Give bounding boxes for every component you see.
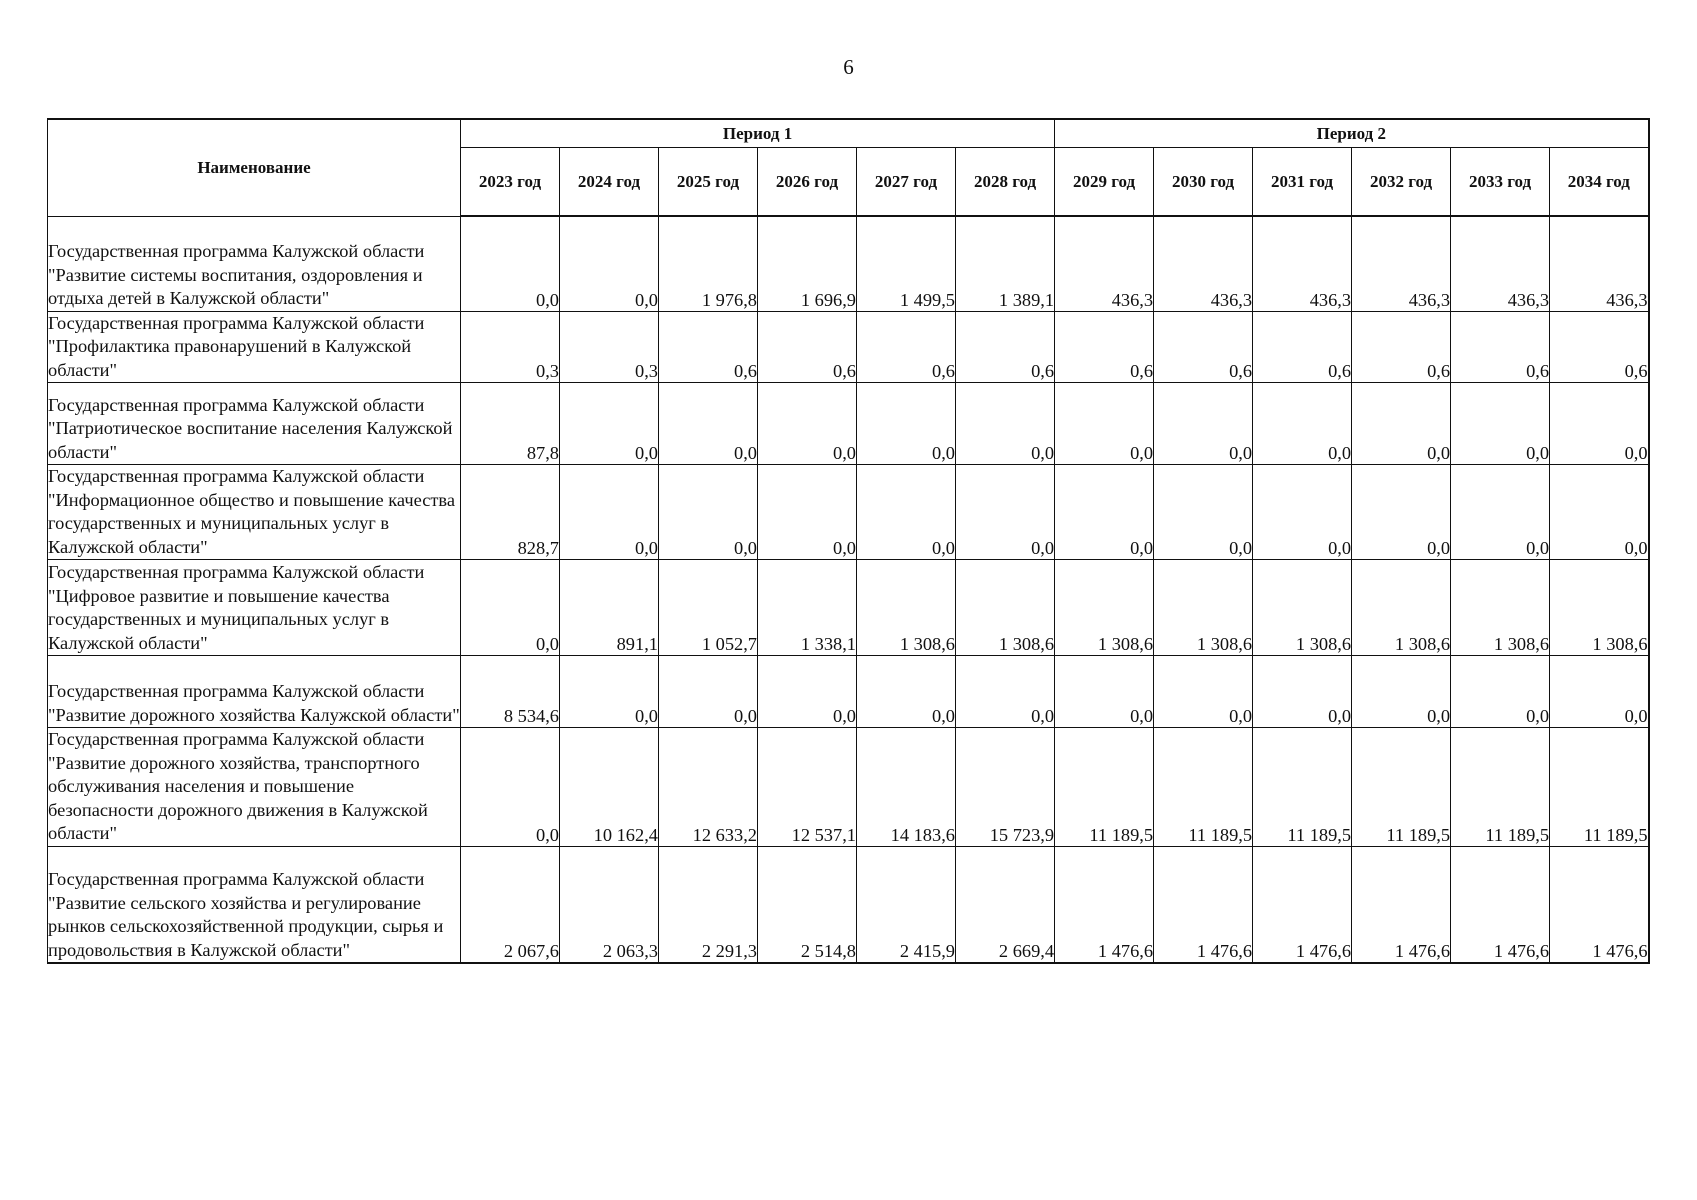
value-cell: 0,0	[560, 656, 659, 728]
value-cell: 0,0	[461, 728, 560, 847]
value-cell: 0,0	[1550, 465, 1649, 560]
value-cell: 0,0	[1352, 465, 1451, 560]
program-name-cell: Государственная программа Калужской области "Развитие дорожного хозяйства Калужской области"	[48, 656, 461, 728]
program-name-cell: Государственная программа Калужской области "Патриотическое воспитание населения Калужской области"	[48, 383, 461, 465]
value-cell: 0,0	[1550, 383, 1649, 465]
value-cell: 0,0	[1154, 465, 1253, 560]
value-cell: 12 537,1	[758, 728, 857, 847]
value-cell: 1 476,6	[1451, 846, 1550, 963]
value-cell: 0,0	[659, 383, 758, 465]
value-cell: 1 308,6	[857, 560, 956, 656]
value-cell: 11 189,5	[1352, 728, 1451, 847]
value-cell: 0,0	[758, 656, 857, 728]
table-row	[48, 465, 1649, 560]
value-cell: 1 476,6	[1253, 846, 1352, 963]
value-cell: 0,0	[659, 465, 758, 560]
value-cell: 1 308,6	[956, 560, 1055, 656]
value-cell: 0,0	[1055, 656, 1154, 728]
value-cell: 436,3	[1253, 216, 1352, 311]
year-header: 2026 год	[758, 148, 857, 217]
table-row	[48, 846, 1649, 963]
value-cell: 0,0	[1253, 465, 1352, 560]
value-cell: 0,0	[1550, 656, 1649, 728]
value-cell: 0,6	[956, 311, 1055, 383]
value-cell: 0,0	[1253, 383, 1352, 465]
page-number: 6	[843, 55, 854, 79]
value-cell: 14 183,6	[857, 728, 956, 847]
budget-table	[47, 118, 1650, 964]
value-cell: 0,6	[1253, 311, 1352, 383]
value-cell: 2 063,3	[560, 846, 659, 963]
value-cell: 0,0	[857, 656, 956, 728]
value-cell: 11 189,5	[1253, 728, 1352, 847]
program-name-cell: Государственная программа Калужской области "Профилактика правонарушений в Калужской области"	[48, 311, 461, 383]
value-cell: 891,1	[560, 560, 659, 656]
value-cell: 436,3	[1451, 216, 1550, 311]
value-cell: 436,3	[1352, 216, 1451, 311]
value-cell: 1 476,6	[1352, 846, 1451, 963]
value-cell: 1 389,1	[956, 216, 1055, 311]
value-cell: 828,7	[461, 465, 560, 560]
value-cell: 0,6	[857, 311, 956, 383]
table-row	[48, 216, 1649, 311]
value-cell: 12 633,2	[659, 728, 758, 847]
value-cell: 0,0	[560, 216, 659, 311]
value-cell: 1 976,8	[659, 216, 758, 311]
value-cell: 15 723,9	[956, 728, 1055, 847]
value-cell: 87,8	[461, 383, 560, 465]
year-header: 2034 год	[1550, 148, 1649, 217]
value-cell: 1 696,9	[758, 216, 857, 311]
value-cell: 0,0	[758, 465, 857, 560]
value-cell: 0,6	[1055, 311, 1154, 383]
value-cell: 0,0	[1451, 656, 1550, 728]
value-cell: 0,0	[461, 560, 560, 656]
value-cell: 0,0	[1154, 656, 1253, 728]
year-header: 2023 год	[461, 148, 560, 217]
value-cell: 0,6	[1154, 311, 1253, 383]
value-cell: 0,0	[1451, 383, 1550, 465]
value-cell: 1 308,6	[1154, 560, 1253, 656]
value-cell: 2 514,8	[758, 846, 857, 963]
table-row	[48, 728, 1649, 847]
program-name-cell: Государственная программа Калужской области "Развитие сельского хозяйства и регулирование рынков сельскохозяйственной продукции, сырья и продовольствия в Калужской области"	[48, 846, 461, 963]
value-cell: 2 415,9	[857, 846, 956, 963]
value-cell: 1 308,6	[1055, 560, 1154, 656]
period-2-header: Период 2	[1055, 119, 1649, 148]
value-cell: 0,0	[1352, 383, 1451, 465]
value-cell: 11 189,5	[1451, 728, 1550, 847]
value-cell: 1 476,6	[1154, 846, 1253, 963]
table-row	[48, 560, 1649, 656]
value-cell: 0,6	[659, 311, 758, 383]
value-cell: 0,0	[1352, 656, 1451, 728]
year-header: 2032 год	[1352, 148, 1451, 217]
value-cell: 0,0	[1154, 383, 1253, 465]
value-cell: 0,0	[461, 216, 560, 311]
value-cell: 0,6	[758, 311, 857, 383]
value-cell: 0,0	[956, 656, 1055, 728]
value-cell: 0,6	[1550, 311, 1649, 383]
period-header-row	[48, 119, 1649, 148]
value-cell: 0,3	[461, 311, 560, 383]
value-cell: 436,3	[1154, 216, 1253, 311]
period-1-header: Период 1	[461, 119, 1055, 148]
year-header: 2025 год	[659, 148, 758, 217]
table-row	[48, 383, 1649, 465]
value-cell: 1 499,5	[857, 216, 956, 311]
value-cell: 11 189,5	[1550, 728, 1649, 847]
value-cell: 1 308,6	[1352, 560, 1451, 656]
table-row	[48, 656, 1649, 728]
value-cell: 0,0	[857, 465, 956, 560]
value-cell: 1 308,6	[1550, 560, 1649, 656]
program-name-cell: Государственная программа Калужской области "Информационное общество и повышение качества государственных и муниципальных услуг в Калужской области"	[48, 465, 461, 560]
year-header: 2029 год	[1055, 148, 1154, 217]
value-cell: 0,0	[560, 465, 659, 560]
value-cell: 0,0	[1055, 465, 1154, 560]
value-cell: 0,6	[1352, 311, 1451, 383]
value-cell: 0,0	[758, 383, 857, 465]
value-cell: 0,0	[560, 383, 659, 465]
year-header: 2030 год	[1154, 148, 1253, 217]
value-cell: 0,0	[1253, 656, 1352, 728]
table-row	[48, 311, 1649, 383]
value-cell: 0,6	[1451, 311, 1550, 383]
value-cell: 10 162,4	[560, 728, 659, 847]
value-cell: 1 338,1	[758, 560, 857, 656]
value-cell: 2 669,4	[956, 846, 1055, 963]
value-cell: 1 308,6	[1253, 560, 1352, 656]
value-cell: 1 476,6	[1550, 846, 1649, 963]
year-header: 2033 год	[1451, 148, 1550, 217]
value-cell: 11 189,5	[1055, 728, 1154, 847]
value-cell: 8 534,6	[461, 656, 560, 728]
program-name-cell: Государственная программа Калужской области "Развитие дорожного хозяйства, транспортного обслуживания населения и повышение безопасности дорожного движения в Калужской области"	[48, 728, 461, 847]
year-header: 2031 год	[1253, 148, 1352, 217]
year-header: 2027 год	[857, 148, 956, 217]
value-cell: 2 067,6	[461, 846, 560, 963]
value-cell: 0,3	[560, 311, 659, 383]
table-body	[48, 216, 1649, 963]
value-cell: 0,0	[659, 656, 758, 728]
year-header: 2028 год	[956, 148, 1055, 217]
program-name-cell: Государственная программа Калужской области "Цифровое развитие и повышение качества государственных и муниципальных услуг в Калужской области"	[48, 560, 461, 656]
value-cell: 0,0	[956, 465, 1055, 560]
value-cell: 1 052,7	[659, 560, 758, 656]
value-cell: 2 291,3	[659, 846, 758, 963]
table-header	[48, 119, 1649, 216]
value-cell: 1 476,6	[1055, 846, 1154, 963]
value-cell: 0,0	[956, 383, 1055, 465]
value-cell: 0,0	[1055, 383, 1154, 465]
value-cell: 436,3	[1055, 216, 1154, 311]
year-header: 2024 год	[560, 148, 659, 217]
value-cell: 11 189,5	[1154, 728, 1253, 847]
value-cell: 436,3	[1550, 216, 1649, 311]
value-cell: 0,0	[857, 383, 956, 465]
value-cell: 0,0	[1451, 465, 1550, 560]
program-name-cell: Государственная программа Калужской области "Развитие системы воспитания, оздоровления и отдыха детей в Калужской области"	[48, 216, 461, 311]
value-cell: 1 308,6	[1451, 560, 1550, 656]
name-column-header: Наименование	[48, 119, 461, 216]
